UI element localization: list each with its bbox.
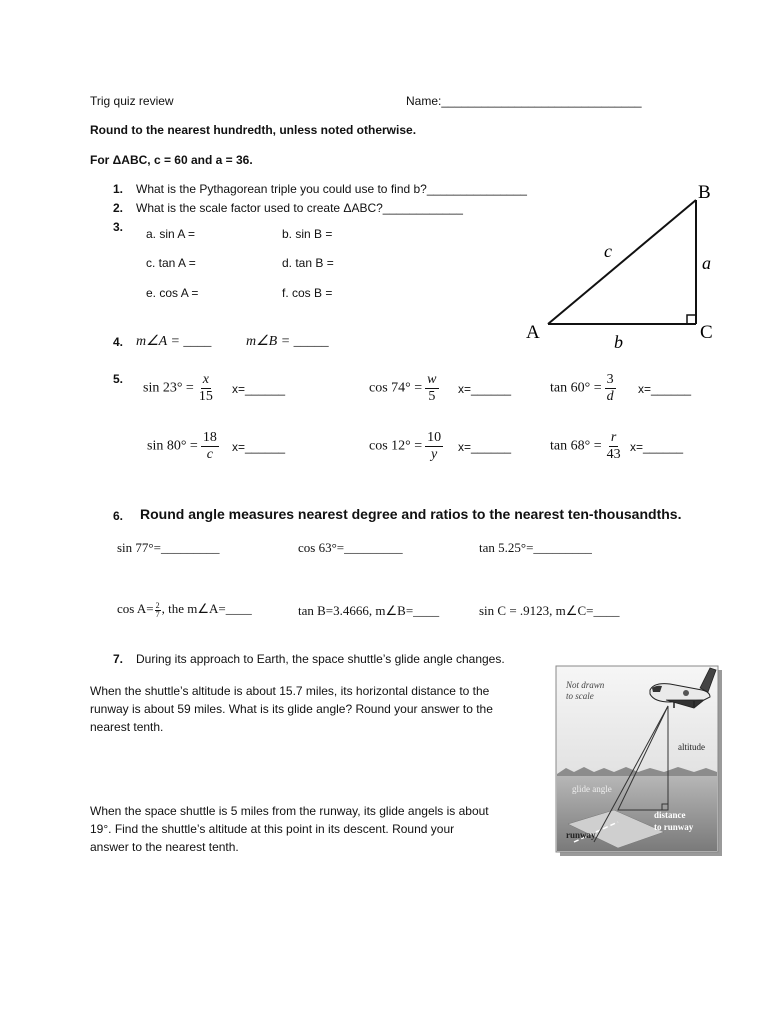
trig-expression: sin 80° = bbox=[147, 438, 198, 454]
denominator: c bbox=[206, 447, 213, 462]
vertex-b-label: B bbox=[698, 182, 711, 203]
vertex-a-label: A bbox=[526, 322, 540, 343]
numerator: r bbox=[610, 430, 617, 445]
distance-label: distance bbox=[654, 810, 686, 820]
glide-angle-label: glide angle bbox=[572, 784, 612, 794]
q7-part1-line: runway is about 59 miles. What is its glide angle? Round your answer to the bbox=[90, 702, 493, 716]
q6-sin77[interactable]: sin 77°=_________ bbox=[117, 540, 220, 555]
fraction bbox=[425, 430, 443, 463]
fraction bbox=[425, 372, 438, 405]
q4-angle-a: m∠A = ____ bbox=[136, 334, 212, 349]
instructions: Round to the nearest hundredth, unless noted otherwise. bbox=[90, 123, 417, 137]
q5-number: 5. bbox=[113, 372, 124, 386]
q5-item-tan68 bbox=[550, 430, 626, 463]
trig-expression: cos 74° = bbox=[369, 380, 423, 396]
q3-cos-a: e. cos A = bbox=[146, 286, 199, 300]
given-statement: For ΔABC, c = 60 and a = 36. bbox=[90, 153, 253, 167]
q6-cos63[interactable]: cos 63°=_________ bbox=[298, 540, 403, 555]
denominator: d bbox=[606, 389, 614, 404]
right-angle-mark bbox=[687, 315, 696, 324]
q3-cos-b: f. cos B = bbox=[282, 286, 333, 300]
altitude-label: altitude bbox=[678, 742, 705, 752]
numerator: w bbox=[427, 372, 437, 387]
q6-tan-b[interactable]: tan B=3.4666, m∠B=____ bbox=[298, 603, 440, 618]
q3-sin-b: b. sin B = bbox=[282, 227, 333, 241]
q5-answer-blank[interactable]: x=______ bbox=[232, 382, 286, 396]
q5-item-sin80 bbox=[147, 430, 222, 463]
q7-part2-line: 19°. Find the shuttle’s altitude at this point in its descent. Round your bbox=[90, 822, 455, 836]
side-c-label: c bbox=[604, 241, 612, 261]
q6-sin-c[interactable]: sin C = .9123, m∠C=____ bbox=[479, 603, 620, 618]
to-runway-label: to runway bbox=[654, 822, 694, 832]
note-not-drawn: Not drawn bbox=[566, 680, 605, 690]
side-a-label: a bbox=[702, 253, 711, 273]
denominator: y bbox=[431, 447, 438, 462]
q5-answer-blank[interactable]: x=______ bbox=[232, 440, 286, 454]
fraction bbox=[155, 602, 161, 619]
numerator: 18 bbox=[202, 430, 217, 445]
q7-part2-line: When the space shuttle is 5 miles from the runway, its glide angels is about bbox=[90, 804, 489, 818]
q5-answer-blank[interactable]: x=______ bbox=[458, 440, 512, 454]
q7-part1 bbox=[90, 682, 493, 736]
q7-part2 bbox=[90, 802, 489, 856]
q7-number: 7. bbox=[113, 652, 124, 666]
trig-expression: tan 68° = bbox=[550, 438, 602, 454]
q5-item-sin23 bbox=[143, 372, 218, 405]
numerator: 3 bbox=[606, 372, 614, 387]
fraction bbox=[605, 372, 616, 405]
runway-label: runway bbox=[566, 830, 596, 840]
q2-text: What is the scale factor used to create ΔABC?____________ bbox=[136, 201, 463, 215]
q5-answer-blank[interactable]: x=______ bbox=[638, 382, 692, 396]
side-b-label: b bbox=[614, 332, 623, 352]
q7-part2-line: answer to the nearest tenth. bbox=[90, 840, 239, 854]
q7-part1-line: When the shuttle’s altitude is about 15.7 miles, its horizontal distance to the bbox=[90, 684, 490, 698]
fraction bbox=[197, 372, 215, 405]
q6-heading: Round angle measures nearest degree and ratios to the nearest ten-thousandths. bbox=[140, 506, 682, 522]
q5-item-cos74 bbox=[369, 372, 442, 405]
q3-sin-a: a. sin A = bbox=[146, 227, 196, 241]
trig-expression: tan 60° = bbox=[550, 380, 602, 396]
triangle-diagram bbox=[520, 176, 725, 356]
fraction bbox=[605, 430, 623, 463]
q7-intro: During its approach to Earth, the space shuttle’s glide angle changes. bbox=[136, 652, 505, 666]
q3-number: 3. bbox=[113, 220, 124, 234]
shuttle-figure bbox=[554, 664, 726, 860]
q1-number: 1. bbox=[113, 182, 124, 196]
q5-item-tan60 bbox=[550, 372, 619, 405]
denominator: 15 bbox=[198, 389, 213, 404]
vertex-c-label: C bbox=[700, 322, 713, 343]
hypotenuse-c bbox=[548, 200, 696, 324]
q6-tan525[interactable]: tan 5.25°=_________ bbox=[479, 540, 592, 555]
q6-cos-a[interactable] bbox=[117, 601, 252, 619]
name-field[interactable]: Name:______________________________ bbox=[406, 94, 642, 108]
cos-a-prefix: cos A= bbox=[117, 601, 154, 616]
numerator: 2 bbox=[155, 600, 160, 610]
denominator: 5 bbox=[428, 389, 436, 404]
q1-text: What is the Pythagorean triple you could use to find b?_______________ bbox=[136, 182, 527, 196]
q6-number: 6. bbox=[113, 509, 124, 523]
worksheet-title: Trig quiz review bbox=[90, 94, 174, 108]
fraction bbox=[201, 430, 219, 463]
q2-number: 2. bbox=[113, 201, 124, 215]
q3-tan-b: d. tan B = bbox=[282, 256, 334, 270]
numerator: x bbox=[202, 372, 209, 387]
cos-a-suffix: , the m∠A=____ bbox=[161, 601, 252, 616]
q4-angle-b: m∠B = _____ bbox=[246, 334, 329, 349]
trig-expression: cos 12° = bbox=[369, 438, 423, 454]
q5-answer-blank[interactable]: x=______ bbox=[630, 440, 684, 454]
q4-number: 4. bbox=[113, 335, 124, 349]
q5-answer-blank[interactable]: x=______ bbox=[458, 382, 512, 396]
q3-tan-a: c. tan A = bbox=[146, 256, 196, 270]
note-to-scale: to scale bbox=[566, 691, 594, 701]
q5-item-cos12 bbox=[369, 430, 446, 463]
denominator: 43 bbox=[606, 447, 621, 462]
denominator: 7 bbox=[155, 609, 160, 619]
q7-part1-line: nearest tenth. bbox=[90, 720, 164, 734]
numerator: 10 bbox=[427, 430, 442, 445]
trig-expression: sin 23° = bbox=[143, 380, 194, 396]
